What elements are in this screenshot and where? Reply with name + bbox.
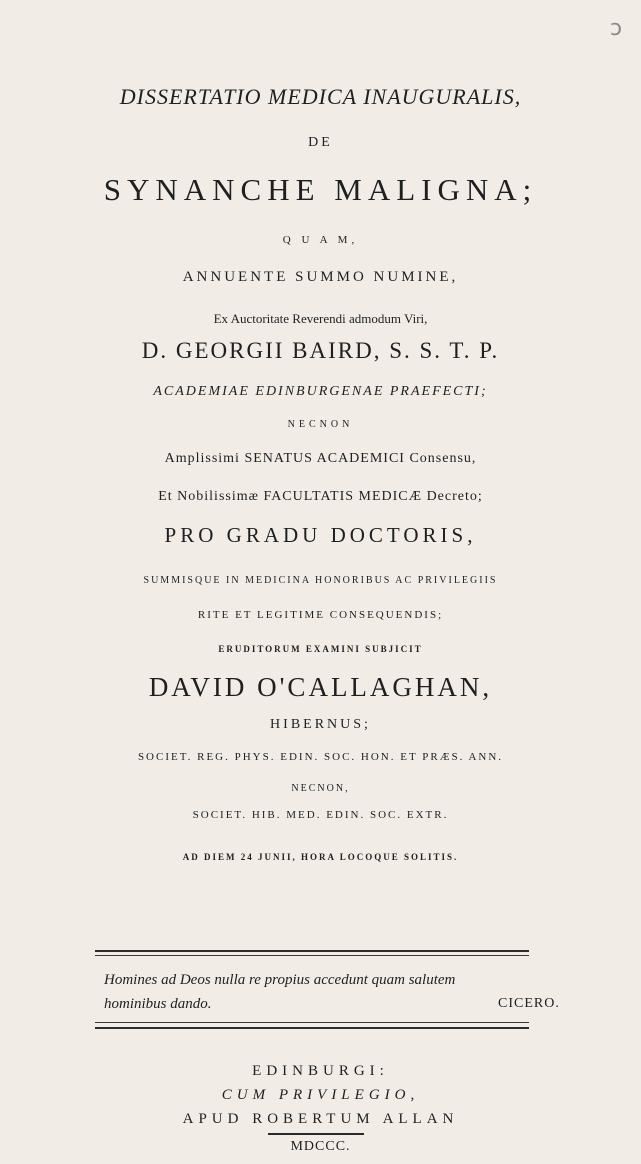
imprint-place: EDINBURGI: xyxy=(252,1063,389,1079)
main-title: SYNANCHE MALIGNA; xyxy=(103,172,538,207)
societ-hib-line: SOCIET. HIB. MED. EDIN. SOC. EXTR. xyxy=(192,809,449,821)
hibernus-line: HIBERNUS; xyxy=(270,717,371,732)
senatus-line: Amplissimi SENATUS ACADEMICI Consensu, xyxy=(164,451,477,466)
imprint-privilege: CUM PRIVILEGIO, xyxy=(221,1087,420,1103)
annuente-line: ANNUENTE SUMMO NUMINE, xyxy=(182,269,459,285)
societ-reg-line: SOCIET. REG. PHYS. EDIN. SOC. HON. ET PRÆS. ANN. xyxy=(137,751,504,763)
imprint-year: MDCCC. xyxy=(290,1139,351,1154)
quam-label: Q U A M, xyxy=(282,234,359,246)
rite-line: RITE ET LEGITIME CONSEQUENDIS; xyxy=(197,609,444,621)
imprint-printer: APUD ROBERTUM ALLAN xyxy=(182,1111,459,1127)
necnon-1: NECNON xyxy=(287,419,354,430)
baird-line: D. GEORGII BAIRD, S. S. T. P. xyxy=(141,338,500,363)
auctoritate-line: Ex Auctoritate Reverendi admodum Viri, xyxy=(213,311,428,326)
page-mark: ɔ xyxy=(610,16,623,41)
epigraph-bottom-rule-thin xyxy=(95,1022,529,1023)
facultatis-line: Et Nobilissimæ FACULTATIS MEDICÆ Decreto; xyxy=(158,489,483,504)
eruditorum-line: ERUDITORUM EXAMINI SUBJICIT xyxy=(218,644,423,654)
dissertation-heading: DISSERTATIO MEDICA INAUGURALIS, xyxy=(119,84,522,109)
academiae-line: ACADEMIAE EDINBURGENAE PRAEFECTI; xyxy=(153,384,488,399)
pro-gradu-line: PRO GRADU DOCTORIS, xyxy=(164,523,477,547)
author-name: DAVID O'CALLAGHAN, xyxy=(148,672,493,702)
imprint-rule xyxy=(268,1133,364,1135)
necnon-2: NECNON, xyxy=(291,783,350,794)
date-line: AD DIEM 24 JUNII, HORA LOCOQUE SOLITIS. xyxy=(182,852,459,862)
epigraph-bottom-rule xyxy=(95,1027,529,1029)
epigraph-top-rule xyxy=(95,950,529,952)
epigraph-line-2: hominibus dando. xyxy=(104,996,212,1012)
de-label: DE xyxy=(308,135,333,150)
summisque-line: SUMMISQUE IN MEDICINA HONORIBUS AC PRIVILEGIIS xyxy=(143,575,498,586)
epigraph-author: CICERO. xyxy=(498,996,560,1011)
epigraph-line-1: Homines ad Deos nulla re propius accedunt quam salutem xyxy=(104,972,456,988)
epigraph-top-rule-thin xyxy=(95,955,529,956)
